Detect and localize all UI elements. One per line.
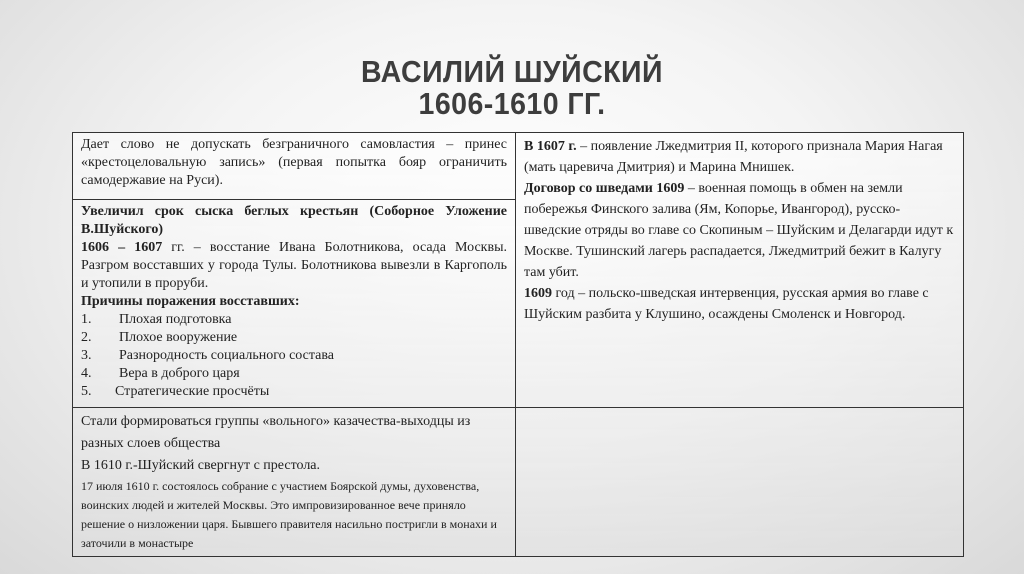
item-number: 2. — [81, 330, 92, 345]
item-text: Разнородность социального состава — [119, 348, 335, 363]
uprising-text: гг. – восстание Ивана Болотникова, осада Москвы. Разгром восставших у города Тулы. Болотникова вывезли в Каргополь и утопили в проруби. — [81, 240, 508, 291]
item-number: 5. — [81, 384, 92, 399]
text-1609: год – польско-шведская интервенция, русская армия во главе с Шуйским разбита у Клушино, осаждены Смоленск и Новгород. — [524, 286, 929, 322]
assembly-text: 17 июля 1610 г. состоялось собрание с участием Боярской думы, духовенства, воинских людей и жителей Москвы. Это импровизированное вече приняло решение о низложении царя. Бывшего правителя насильно постригли в монахи и заточили в монастыре — [81, 479, 497, 550]
text-1607: – появление Лжедмитрия II, которого признала Мария Нагая (мать царевича Дмитрия) и Марина Мнишек. — [524, 139, 943, 175]
item-text: Плохое вооружение — [119, 330, 238, 345]
slide-title — [41, 56, 983, 120]
list-item — [81, 311, 507, 329]
uprising-years: 1606 – 1607 — [81, 240, 163, 255]
list-item — [81, 365, 507, 383]
defeat-reasons-title: Причины поражения восставших: — [81, 294, 300, 309]
bold-swedes-treaty: Договор со шведами 1609 — [524, 181, 685, 196]
item-number: 4. — [81, 366, 92, 381]
item-text: Плохая подготовка — [119, 312, 232, 327]
title-line-2: 1606-1610 ГГ. — [418, 86, 606, 121]
bold-1607: В 1607 г. — [524, 139, 577, 154]
cossacks-text: Стали формироваться группы «вольного» казачества-выходцы из разных слоев общества — [81, 414, 471, 451]
list-item — [81, 383, 507, 401]
defeat-reasons-list — [81, 311, 507, 401]
item-text: Вера в доброго царя — [119, 366, 240, 381]
empty-cell — [516, 408, 964, 557]
bold-1609: 1609 — [524, 286, 552, 301]
item-number: 3. — [81, 348, 92, 363]
cell-false-dmitry-events — [516, 133, 964, 408]
list-item — [81, 329, 507, 347]
serfs-search-extension: Увеличил срок сыска беглых крестьян (Соборное Уложение В.Шуйского) — [81, 204, 507, 237]
cell-bolotnikov-uprising — [73, 200, 516, 408]
item-text: Стратегические просчёты — [115, 384, 270, 399]
text-swedes-treaty: – военная помощь в обмен на земли побережья Финского залива (Ям, Копорье, Ивангород), русско-шведские отряды во главе со Скопиным – Шуйским и Делагарди идут к Москве. Тушинский лагерь распадается, Лжедмитрий бежит в Калугу там убит. — [524, 181, 954, 280]
cell-overthrow — [73, 408, 516, 557]
overthrow-text: В 1610 г.-Шуйский свергнут с престола. — [81, 458, 321, 473]
item-number: 1. — [81, 312, 92, 327]
history-table — [72, 132, 964, 557]
cell-self-rule-oath: Дает слово не допускать безграничного самовластия – принес «крестоцеловальную запись» (первая попытка бояр ограничить самодержавие на Руси). — [73, 133, 516, 200]
list-item — [81, 347, 507, 365]
title-line-1: ВАСИЛИЙ ШУЙСКИЙ — [361, 54, 663, 89]
